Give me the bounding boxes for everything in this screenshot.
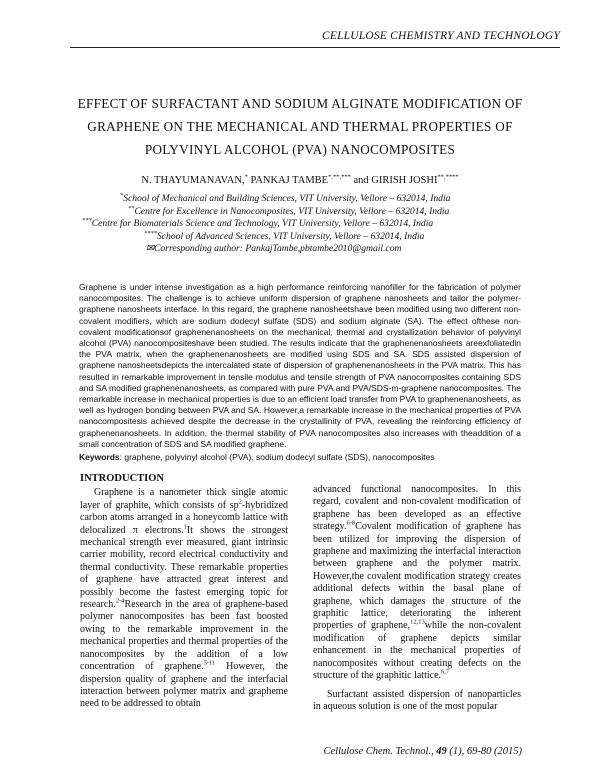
intro-text-7: Covalent modification of graphene has been utilized for improving the dispersion of graphene and maximizing the interfacial interaction between graphene and the polymer matrix. However,the covalent modification strategy creates additional defects within the basal plane of graphene, which damages the structure of the graphitic lattice, deteriorating the inherent properties of graphene, xyxy=(313,521,521,632)
affiliation-3 xyxy=(60,218,540,231)
citation-1: 1 xyxy=(183,523,187,531)
author-3: GIRISH JOSHI xyxy=(371,175,438,186)
author-2-mark: *,**,*** xyxy=(328,173,351,181)
intro-text-5: However, the dispersion quality of graphene and the interfacial interaction between polymer matrix and grapheme need to be addressed to obtain xyxy=(80,661,288,710)
corresponding-author: ✉Corresponding author: PankajTambe,pbtambe2010@gmail.com xyxy=(146,243,402,255)
affiliation-3-mark: *** xyxy=(82,217,92,224)
author-list xyxy=(60,175,540,186)
column-right xyxy=(313,484,521,713)
introduction-heading: INTRODUCTION xyxy=(80,473,165,484)
paper-title: EFFECT OF SURFACTANT AND SODIUM ALGINATE MODIFICATION OF GRAPHENE ON THE MECHANICAL AND THERMAL PROPERTIES OF POLYVINYL ALCOHOL (PVA) NANOCOMPOSITES xyxy=(77,96,523,157)
intro-paragraph-1-cont xyxy=(313,484,521,683)
author-2: PANKAJ TAMBE xyxy=(247,175,329,186)
author-3-mark: **,**** xyxy=(437,173,459,181)
affiliation-4-text: School of Advanced Sciences, VIT University, Vellore – 632014, India xyxy=(157,230,425,242)
column-left xyxy=(80,473,288,711)
affiliations xyxy=(60,193,540,256)
keywords-label: Keywords xyxy=(79,452,120,462)
author-1: N. THAYUMANAVAN, xyxy=(141,175,245,186)
footer-volume: 49 xyxy=(436,746,447,757)
intro-text-2: -hybridized carbon atoms arranged in a honeycomb lattice with delocalized π electrons. xyxy=(80,499,288,536)
intro-text-3: It shows the strongest mechanical strength ever measured, giant intrinsic carrier mobility, record electrical conductivity and thermal conductivity. These remarkable properties of graphene have attracted great interest and possibly become the fastest emerging topic for research. xyxy=(80,524,288,611)
citation-4: 6-8 xyxy=(346,519,356,527)
affiliation-2-text: Centre for Excellence in Nanocomposites, VIT University, Vellore – 632014, India xyxy=(134,205,450,217)
author-1-mark: * xyxy=(244,173,248,181)
journal-header: CELLULOSE CHEMISTRY AND TECHNOLOGY xyxy=(321,30,560,42)
keywords xyxy=(79,452,521,462)
keywords-text: : graphene, polyvinyl alcohol (PVA), sodium dodecyl sulfate (SDS), nanocomposites xyxy=(119,452,435,462)
citation-3: 5-11 xyxy=(203,659,216,667)
intro-text-8: while the non-covalent modification of graphene depicts similar enhancement in the mechanical properties of nanocomposites without creating defects on the structure of the graphitic lattice. xyxy=(313,620,521,682)
author-conjunction: and xyxy=(350,175,372,186)
intro-paragraph-2: Surfactant assisted dispersion of nanoparticles in aqueous solution is one of the most popular xyxy=(313,688,521,712)
sup-sp2: 2 xyxy=(238,498,242,506)
header-rule xyxy=(70,47,560,48)
citation-6: 6,7 xyxy=(441,668,450,676)
affiliation-3-text: Centre for Biomaterials Science and Technology, VIT University, Vellore – 632014, India xyxy=(91,218,434,230)
affiliation-2-mark: ** xyxy=(128,204,135,212)
abstract: Graphene is under intense investigation as a high performance reinforcing nanofiller for the fabrication of polymer nanocomposites. The challenge is to achieve uniform dispersion of graphene nanosheets and tailor the polymer-graphene nanosheets interface. In this regard, the graphene nanosheetshave been modified using two different non-covalent modifiers, which are sodium dodecyl sulfate (SDS) and sodium alginate (SA). The effect ofthese non-covalent modificationsof graphenenanosheets on the mechanical, thermal and crystallization behavior of polyvinyl alcohol (PVA) nanocompositeshave been studied. The results indicate that the graphenenanosheets areexfoliatedin the PVA matrix, when the graphenenanosheets are modified using SDS and SA. SDS assisted dispersion of graphene nanosheetsdepicts the intercalated state of dispersion of graphenenanosheets in the PVA matrix. This has resulted in remarkable improvement in tensile modulus and tensile strength of PVA nanocomposites containing SDS and SA modified graphenenanosheets, as compared with pure PVA and PVA/SDS-m-graphene nanocomposites. The remarkable increase in mechanical properties is due to an efficient load transfer from PVA to graphenenanosheets, as well as hydrogen bonding between PVA and SA. However,a remarkable increase in the mechanical properties of PVA nanocompositesis achieved despite the decrease in the crystallinity of PVA, revealing the reinforcing efficiency of graphenenanosheets. In addition, the thermal stability of PVA nanocomposites also increases with theaddition of a small concentration of SDS and SA modified graphene. xyxy=(79,282,521,449)
intro-text-1: Graphene is a nanometer thick single atomic layer of graphite, which consists of sp xyxy=(80,487,288,511)
footer-journal: Cellulose Chem. Technol., xyxy=(323,746,437,757)
citation-footer xyxy=(323,746,522,757)
citation-5: 12,13 xyxy=(410,619,425,627)
citation-2: 2-4 xyxy=(115,597,125,605)
affiliation-1-mark: * xyxy=(120,191,124,199)
intro-paragraph-1 xyxy=(80,487,288,710)
intro-text-4: Research in the area of graphene-based polymer nanocomposites has been fast boosted owing to the remarkable improvement in the mechanical properties and thermal properties of the nanocomposites by the addition of a low concentration of graphene. xyxy=(80,599,288,673)
intro-text-6: advanced functional nanocomposites. In this regard, covalent and non-covalent modification of graphene has been developed as an effective strategy. xyxy=(313,484,521,533)
affiliation-1-text: School of Mechanical and Building Sciences, VIT University, Vellore – 632014, India xyxy=(123,193,451,204)
affiliation-2 xyxy=(60,206,540,219)
affiliation-4-mark: **** xyxy=(144,229,157,237)
affiliation-4 xyxy=(60,231,540,244)
footer-issue-pages: (1), 69-80 (2015) xyxy=(446,746,522,757)
